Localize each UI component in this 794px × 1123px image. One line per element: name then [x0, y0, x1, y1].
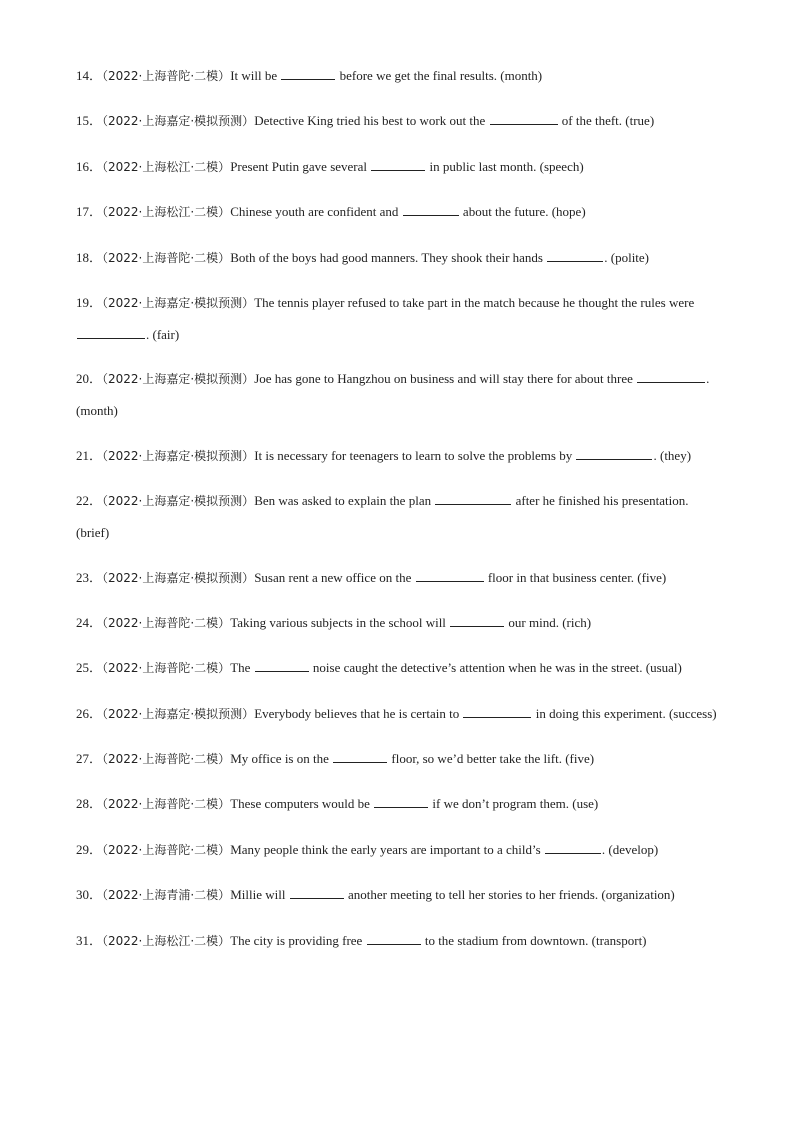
question-source: （2022·上海普陀·二模）	[102, 661, 231, 676]
question-item	[76, 485, 720, 548]
question-text-before: Many people think the early years are important to a child’s	[230, 841, 544, 857]
question-text-before: Susan rent a new office on the	[254, 569, 415, 585]
question-text-before: The tennis player refused to take part in the match because he thought the rules were	[254, 294, 695, 310]
question-text-after: in public last month. (speech)	[426, 158, 584, 174]
answer-blank[interactable]	[416, 569, 484, 582]
answer-blank[interactable]	[371, 158, 425, 171]
question-number: 16．	[76, 158, 103, 174]
question-text-after: of the theft. (true)	[558, 113, 655, 129]
question-number: 19．	[76, 294, 103, 310]
question-number: 29．	[76, 841, 103, 857]
answer-blank[interactable]	[255, 659, 309, 672]
question-number: 28．	[76, 796, 103, 812]
question-source: （2022·上海嘉定·模拟预测）	[102, 494, 255, 509]
answer-blank[interactable]	[77, 326, 145, 339]
question-number: 24．	[76, 614, 103, 630]
question-text-after: another meeting to tell her stories to her friends. (organization)	[344, 887, 675, 903]
question-item	[76, 242, 720, 274]
question-text-before: Chinese youth are confident and	[230, 204, 402, 220]
question-text-after: if we don’t program them. (use)	[429, 796, 599, 812]
question-item	[76, 60, 720, 92]
answer-blank[interactable]	[281, 67, 335, 80]
question-text-after: . (they)	[653, 447, 692, 463]
question-item	[76, 105, 720, 137]
answer-blank[interactable]	[637, 370, 705, 383]
answer-blank[interactable]	[403, 203, 459, 216]
question-source: （2022·上海嘉定·模拟预测）	[102, 706, 255, 721]
question-source: （2022·上海嘉定·模拟预测）	[102, 448, 255, 463]
question-text-after: floor, so we’d better take the lift. (five)	[388, 751, 595, 767]
question-number: 14．	[76, 68, 103, 83]
question-text-before: Detective King tried his best to work out the	[254, 113, 489, 129]
question-source: （2022·上海普陀·二模）	[102, 752, 231, 767]
question-text-before: Both of the boys had good manners. They shook their hands	[230, 249, 547, 265]
question-item	[76, 652, 720, 684]
question-item	[76, 788, 720, 820]
question-text-after: after he finished his presentation. (brief)	[76, 493, 689, 541]
question-item	[76, 196, 720, 228]
question-text-before: Millie will	[230, 887, 289, 903]
question-source: （2022·上海普陀·二模）	[102, 69, 231, 83]
question-source: （2022·上海嘉定·模拟预测）	[102, 114, 255, 129]
question-number: 31．	[76, 932, 103, 948]
question-number: 26．	[76, 705, 103, 721]
question-item	[76, 440, 720, 472]
question-item	[76, 363, 720, 426]
question-text-before: These computers would be	[230, 796, 374, 812]
question-text-before: Everybody believes that he is certain to	[254, 705, 463, 721]
question-source: （2022·上海普陀·二模）	[102, 842, 231, 857]
question-source: （2022·上海嘉定·模拟预测）	[102, 570, 255, 585]
question-number: 25．	[76, 660, 103, 676]
question-source: （2022·上海普陀·二模）	[102, 615, 231, 630]
answer-blank[interactable]	[435, 492, 511, 505]
answer-blank[interactable]	[450, 614, 504, 627]
question-item	[76, 698, 720, 730]
answer-blank[interactable]	[463, 705, 531, 718]
question-number: 23．	[76, 569, 103, 585]
question-text-before: It will be	[230, 68, 281, 83]
question-source: （2022·上海松江·二模）	[102, 205, 231, 220]
question-item	[76, 287, 720, 350]
question-text-after: . (polite)	[604, 249, 650, 265]
question-text-after: to the stadium from downtown. (transport)	[421, 932, 647, 948]
question-item	[76, 834, 720, 866]
question-number: 20．	[76, 371, 103, 387]
question-text-after: . (develop)	[601, 841, 659, 857]
question-text-before: The	[230, 660, 254, 676]
question-item	[76, 607, 720, 639]
question-text-after: . (month)	[76, 371, 710, 419]
question-text-before: My office is on the	[230, 751, 333, 767]
answer-blank[interactable]	[545, 841, 601, 854]
question-source: （2022·上海嘉定·模拟预测）	[102, 295, 255, 310]
question-text-before: Joe has gone to Hangzhou on business and will stay there for about three	[254, 371, 637, 387]
question-text-after: about the future. (hope)	[459, 204, 586, 220]
question-text-before: Taking various subjects in the school will	[230, 614, 450, 630]
question-text-after: . (fair)	[146, 326, 180, 342]
question-source: （2022·上海松江·二模）	[102, 159, 231, 174]
question-text-after: in doing this experiment. (success)	[532, 705, 717, 721]
question-text-before: Present Putin gave several	[230, 158, 371, 174]
answer-blank[interactable]	[333, 750, 387, 763]
question-text-before: It is necessary for teenagers to learn to solve the problems by	[254, 447, 576, 463]
question-text-after: noise caught the detective’s attention when he was in the street. (usual)	[309, 660, 682, 676]
question-item	[76, 151, 720, 183]
question-item	[76, 743, 720, 775]
question-item	[76, 925, 720, 957]
question-number: 17．	[76, 204, 103, 220]
answer-blank[interactable]	[490, 112, 558, 125]
question-text-before: Ben was asked to explain the plan	[254, 493, 435, 509]
answer-blank[interactable]	[290, 886, 344, 899]
answer-blank[interactable]	[374, 795, 428, 808]
question-item	[76, 562, 720, 594]
question-list	[76, 60, 720, 970]
question-source: （2022·上海普陀·二模）	[102, 797, 231, 812]
answer-blank[interactable]	[547, 249, 603, 262]
question-text-after: floor in that business center. (five)	[484, 569, 667, 585]
question-number: 27．	[76, 751, 103, 767]
question-source: （2022·上海普陀·二模）	[102, 250, 231, 265]
question-source: （2022·上海嘉定·模拟预测）	[102, 372, 255, 387]
question-source: （2022·上海青浦·二模）	[102, 888, 231, 903]
question-number: 30．	[76, 887, 103, 903]
question-text-after: before we get the final results. (month)	[336, 68, 543, 83]
question-text-after: our mind. (rich)	[505, 614, 592, 630]
answer-blank[interactable]	[576, 447, 652, 460]
answer-blank[interactable]	[367, 932, 421, 945]
question-number: 21．	[76, 447, 103, 463]
question-number: 15．	[76, 113, 103, 129]
question-number: 18．	[76, 249, 103, 265]
question-item	[76, 879, 720, 911]
question-source: （2022·上海松江·二模）	[102, 933, 231, 948]
question-number: 22．	[76, 493, 103, 509]
question-text-before: The city is providing free	[230, 932, 366, 948]
